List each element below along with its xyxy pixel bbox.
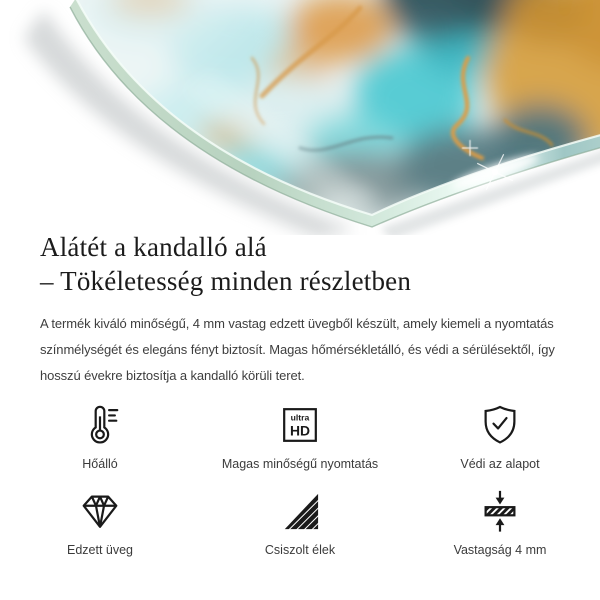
feature-item-print-quality xyxy=(200,402,400,472)
ultra-hd-icon xyxy=(277,402,323,448)
description-line: hosszú évekre biztosítja a kandalló körüli teret. xyxy=(40,368,305,383)
feature-label: Csiszolt élek xyxy=(264,543,336,557)
page-title xyxy=(40,230,411,298)
ultra-hd-badge-top: ultra xyxy=(290,412,310,423)
feature-item-protects-base xyxy=(400,402,600,472)
shield-check-icon xyxy=(477,402,523,448)
feature-label: Védi az alapot xyxy=(460,457,540,471)
feature-label: Vastagság 4 mm xyxy=(453,543,547,557)
feature-item-heat-resistant xyxy=(0,402,200,472)
page-title-line1: Alátét a kandalló alá xyxy=(40,232,267,262)
feature-label: Magas minőségű nyomtatás xyxy=(221,457,379,471)
thermometer-icon xyxy=(77,402,123,448)
feature-grid xyxy=(0,402,600,558)
thickness-icon xyxy=(477,488,523,534)
diamond-icon xyxy=(77,488,123,534)
product-hero-image xyxy=(0,0,600,235)
page-title-line2: – Tökéletesség minden részletben xyxy=(40,266,412,296)
description-line: A termék kiváló minőségű, 4 mm vastag edzett üvegből készült, amely kiemeli a nyomtatás xyxy=(40,316,554,331)
feature-item-thickness xyxy=(400,488,600,558)
polished-edges-icon xyxy=(277,488,323,534)
feature-item-tempered-glass xyxy=(0,488,200,558)
description-line: színmélységét és elegáns fényt biztosít. Magas hőmérsékletálló, és védi a sérülésektől, így xyxy=(40,342,555,357)
feature-item-polished-edges xyxy=(200,488,400,558)
glass-panel-artwork xyxy=(0,0,600,235)
product-description xyxy=(40,311,588,389)
feature-label: Edzett üveg xyxy=(66,543,133,557)
feature-label: Hőálló xyxy=(82,457,118,471)
ultra-hd-badge-bottom: HD xyxy=(289,422,311,439)
